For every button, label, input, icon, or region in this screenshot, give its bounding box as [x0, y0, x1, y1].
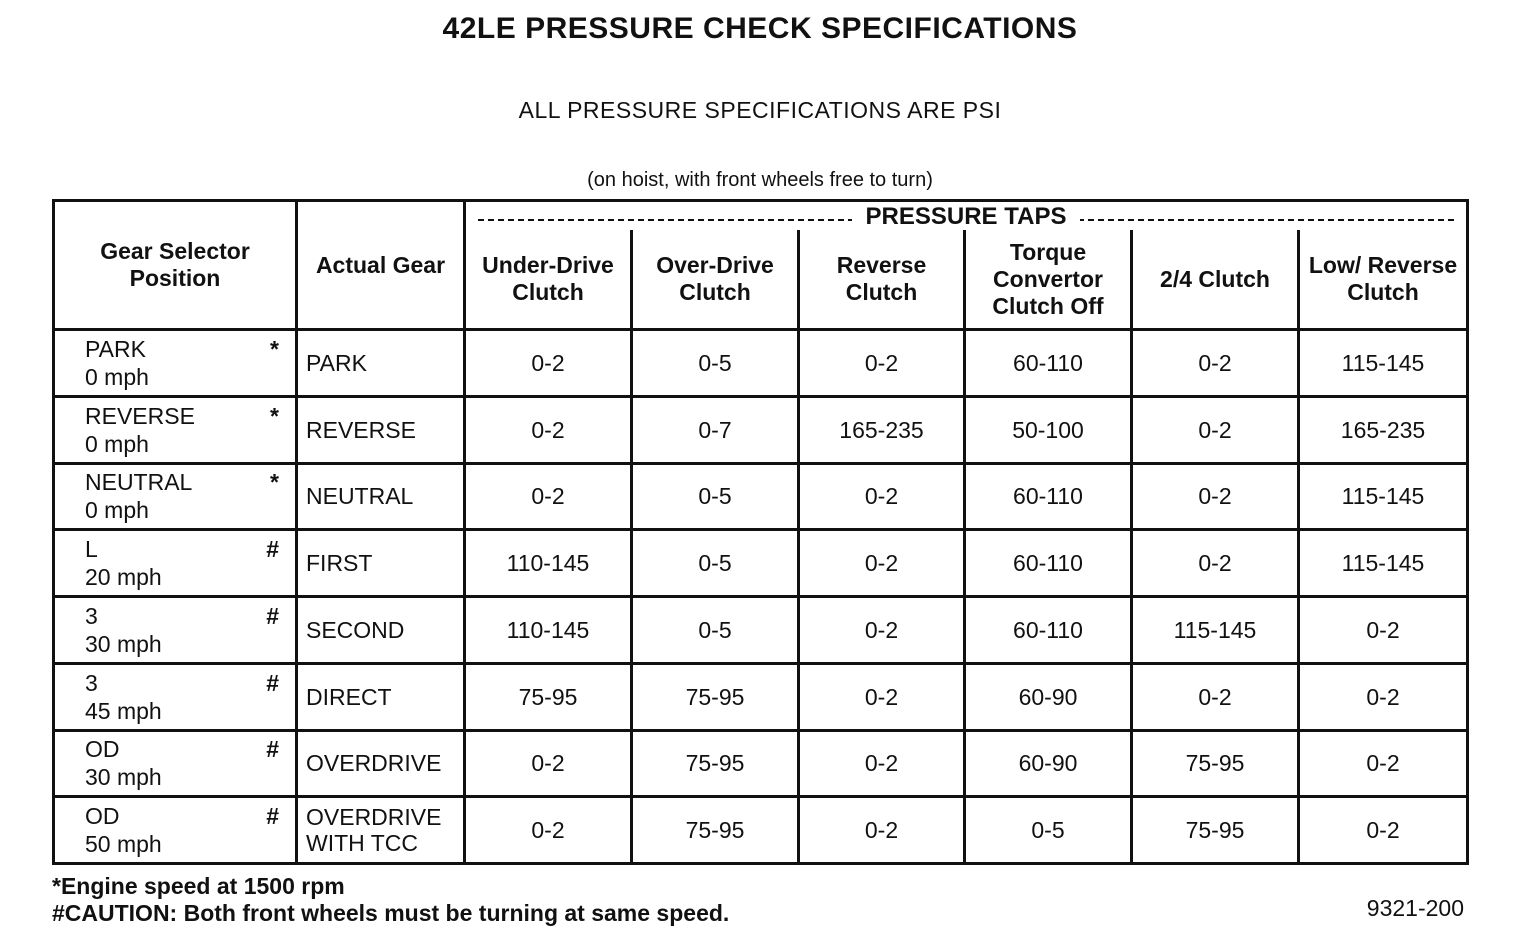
table-row	[54, 730, 1468, 797]
footnote-mark: #	[266, 536, 279, 563]
header-pressure-taps-group	[465, 201, 1468, 231]
cell-pressure-value: 60-110	[965, 330, 1132, 397]
table-row	[54, 530, 1468, 597]
cell-pressure-value: 0-2	[465, 797, 632, 864]
footnote-caution: #CAUTION: Both front wheels must be turning at same speed.	[52, 900, 730, 926]
cell-pressure-value: 0-2	[799, 663, 965, 730]
cell-pressure-value: 0-2	[799, 463, 965, 530]
page-title: 42LE PRESSURE CHECK SPECIFICATIONS	[442, 12, 1078, 45]
header-pressure-taps: PRESSURE TAPS	[852, 203, 1081, 230]
cell-actual-gear: OVERDRIVE	[297, 730, 465, 797]
cell-selector-position	[54, 797, 297, 864]
cell-pressure-value: 165-235	[799, 396, 965, 463]
cell-actual-gear: REVERSE	[297, 396, 465, 463]
selector-position-label: NEUTRAL	[85, 469, 193, 496]
cell-pressure-value: 115-145	[1299, 463, 1468, 530]
table-row	[54, 396, 1468, 463]
footnote-mark: #	[266, 736, 279, 763]
cell-pressure-value: 60-110	[965, 463, 1132, 530]
table-row	[54, 463, 1468, 530]
cell-pressure-value: 0-2	[799, 730, 965, 797]
selector-position-label: 3	[85, 669, 98, 696]
cell-pressure-value: 60-90	[965, 730, 1132, 797]
cell-pressure-value: 110-145	[465, 597, 632, 664]
cell-actual-gear: NEUTRAL	[297, 463, 465, 530]
footnote-mark: #	[266, 669, 279, 696]
cell-pressure-value: 0-2	[1299, 597, 1468, 664]
header-2-4-clutch: 2/4 Clutch	[1132, 230, 1299, 330]
selector-speed: 0 mph	[85, 363, 149, 390]
cell-actual-gear: FIRST	[297, 530, 465, 597]
cell-pressure-value: 0-2	[465, 396, 632, 463]
cell-pressure-value: 0-2	[799, 330, 965, 397]
cell-pressure-value: 60-110	[965, 597, 1132, 664]
cell-actual-gear: OVERDRIVE WITH TCC	[297, 797, 465, 864]
selector-position-label: OD	[85, 803, 120, 830]
selector-speed: 50 mph	[85, 831, 162, 858]
cell-pressure-value: 75-95	[632, 797, 799, 864]
selector-position-label: 3	[85, 602, 98, 629]
cell-pressure-value: 115-145	[1132, 597, 1299, 664]
header-overdrive-clutch: Over-Drive Clutch	[632, 230, 799, 330]
table-row	[54, 663, 1468, 730]
table-row	[54, 797, 1468, 864]
cell-pressure-value: 0-5	[632, 330, 799, 397]
header-actual-gear: Actual Gear	[297, 201, 465, 330]
table-row	[54, 597, 1468, 664]
cell-selector-position	[54, 730, 297, 797]
header-torque-convertor-clutch-off: Torque Convertor Clutch Off	[965, 230, 1132, 330]
selector-position-label: REVERSE	[85, 402, 195, 429]
cell-pressure-value: 0-2	[799, 530, 965, 597]
table-body	[54, 330, 1468, 864]
cell-pressure-value: 50-100	[965, 396, 1132, 463]
cell-selector-position	[54, 463, 297, 530]
selector-speed: 30 mph	[85, 764, 162, 791]
cell-pressure-value: 0-2	[465, 330, 632, 397]
cell-pressure-value: 0-2	[799, 797, 965, 864]
cell-pressure-value: 75-95	[632, 663, 799, 730]
cell-pressure-value: 75-95	[465, 663, 632, 730]
selector-speed: 0 mph	[85, 430, 149, 457]
page-subtitle: ALL PRESSURE SPECIFICATIONS ARE PSI	[518, 97, 1002, 123]
table-row	[54, 330, 1468, 397]
cell-pressure-value: 0-2	[799, 597, 965, 664]
cell-pressure-value: 0-2	[1132, 463, 1299, 530]
cell-selector-position	[54, 530, 297, 597]
header-gear-selector: Gear Selector Position	[54, 201, 297, 330]
cell-pressure-value: 75-95	[1132, 730, 1299, 797]
footnote-engine-speed: *Engine speed at 1500 rpm	[52, 873, 345, 899]
pressure-spec-table	[52, 199, 1469, 865]
cell-pressure-value: 110-145	[465, 530, 632, 597]
header-underdrive-clutch: Under-Drive Clutch	[465, 230, 632, 330]
cell-pressure-value: 0-5	[632, 463, 799, 530]
cell-selector-position	[54, 396, 297, 463]
cell-actual-gear: DIRECT	[297, 663, 465, 730]
selector-position-label: L	[85, 536, 98, 563]
footnote-mark: *	[270, 335, 279, 362]
cell-pressure-value: 60-90	[965, 663, 1132, 730]
cell-pressure-value: 0-2	[1132, 396, 1299, 463]
cell-pressure-value: 0-5	[632, 597, 799, 664]
cell-pressure-value: 0-2	[1132, 530, 1299, 597]
cell-pressure-value: 0-7	[632, 396, 799, 463]
selector-speed: 20 mph	[85, 564, 162, 591]
cell-pressure-value: 0-2	[465, 730, 632, 797]
cell-pressure-value: 0-2	[1299, 797, 1468, 864]
cell-pressure-value: 0-2	[1132, 330, 1299, 397]
selector-speed: 30 mph	[85, 630, 162, 657]
test-condition-note: (on hoist, with front wheels free to turn)	[587, 169, 933, 191]
header-reverse-clutch: Reverse Clutch	[799, 230, 965, 330]
cell-pressure-value: 165-235	[1299, 396, 1468, 463]
cell-pressure-value: 75-95	[632, 730, 799, 797]
selector-speed: 45 mph	[85, 697, 162, 724]
selector-speed: 0 mph	[85, 497, 149, 524]
cell-pressure-value: 115-145	[1299, 530, 1468, 597]
cell-actual-gear: PARK	[297, 330, 465, 397]
cell-pressure-value: 0-2	[1299, 663, 1468, 730]
cell-pressure-value: 0-5	[965, 797, 1132, 864]
cell-pressure-value: 75-95	[1132, 797, 1299, 864]
footnote-mark: *	[270, 402, 279, 429]
cell-pressure-value: 115-145	[1299, 330, 1468, 397]
selector-position-label: PARK	[85, 335, 146, 362]
footnote-mark: *	[270, 469, 279, 496]
cell-pressure-value: 60-110	[965, 530, 1132, 597]
footnote-mark: #	[266, 602, 279, 629]
cell-selector-position	[54, 330, 297, 397]
footnote-mark: #	[266, 803, 279, 830]
figure-id: 9321-200	[1366, 895, 1464, 921]
cell-pressure-value: 0-2	[1132, 663, 1299, 730]
cell-selector-position	[54, 597, 297, 664]
cell-pressure-value: 0-2	[465, 463, 632, 530]
cell-pressure-value: 0-2	[1299, 730, 1468, 797]
selector-position-label: OD	[85, 736, 120, 763]
cell-actual-gear: SECOND	[297, 597, 465, 664]
header-low-reverse-clutch: Low/ Reverse Clutch	[1299, 230, 1468, 330]
cell-selector-position	[54, 663, 297, 730]
cell-pressure-value: 0-5	[632, 530, 799, 597]
